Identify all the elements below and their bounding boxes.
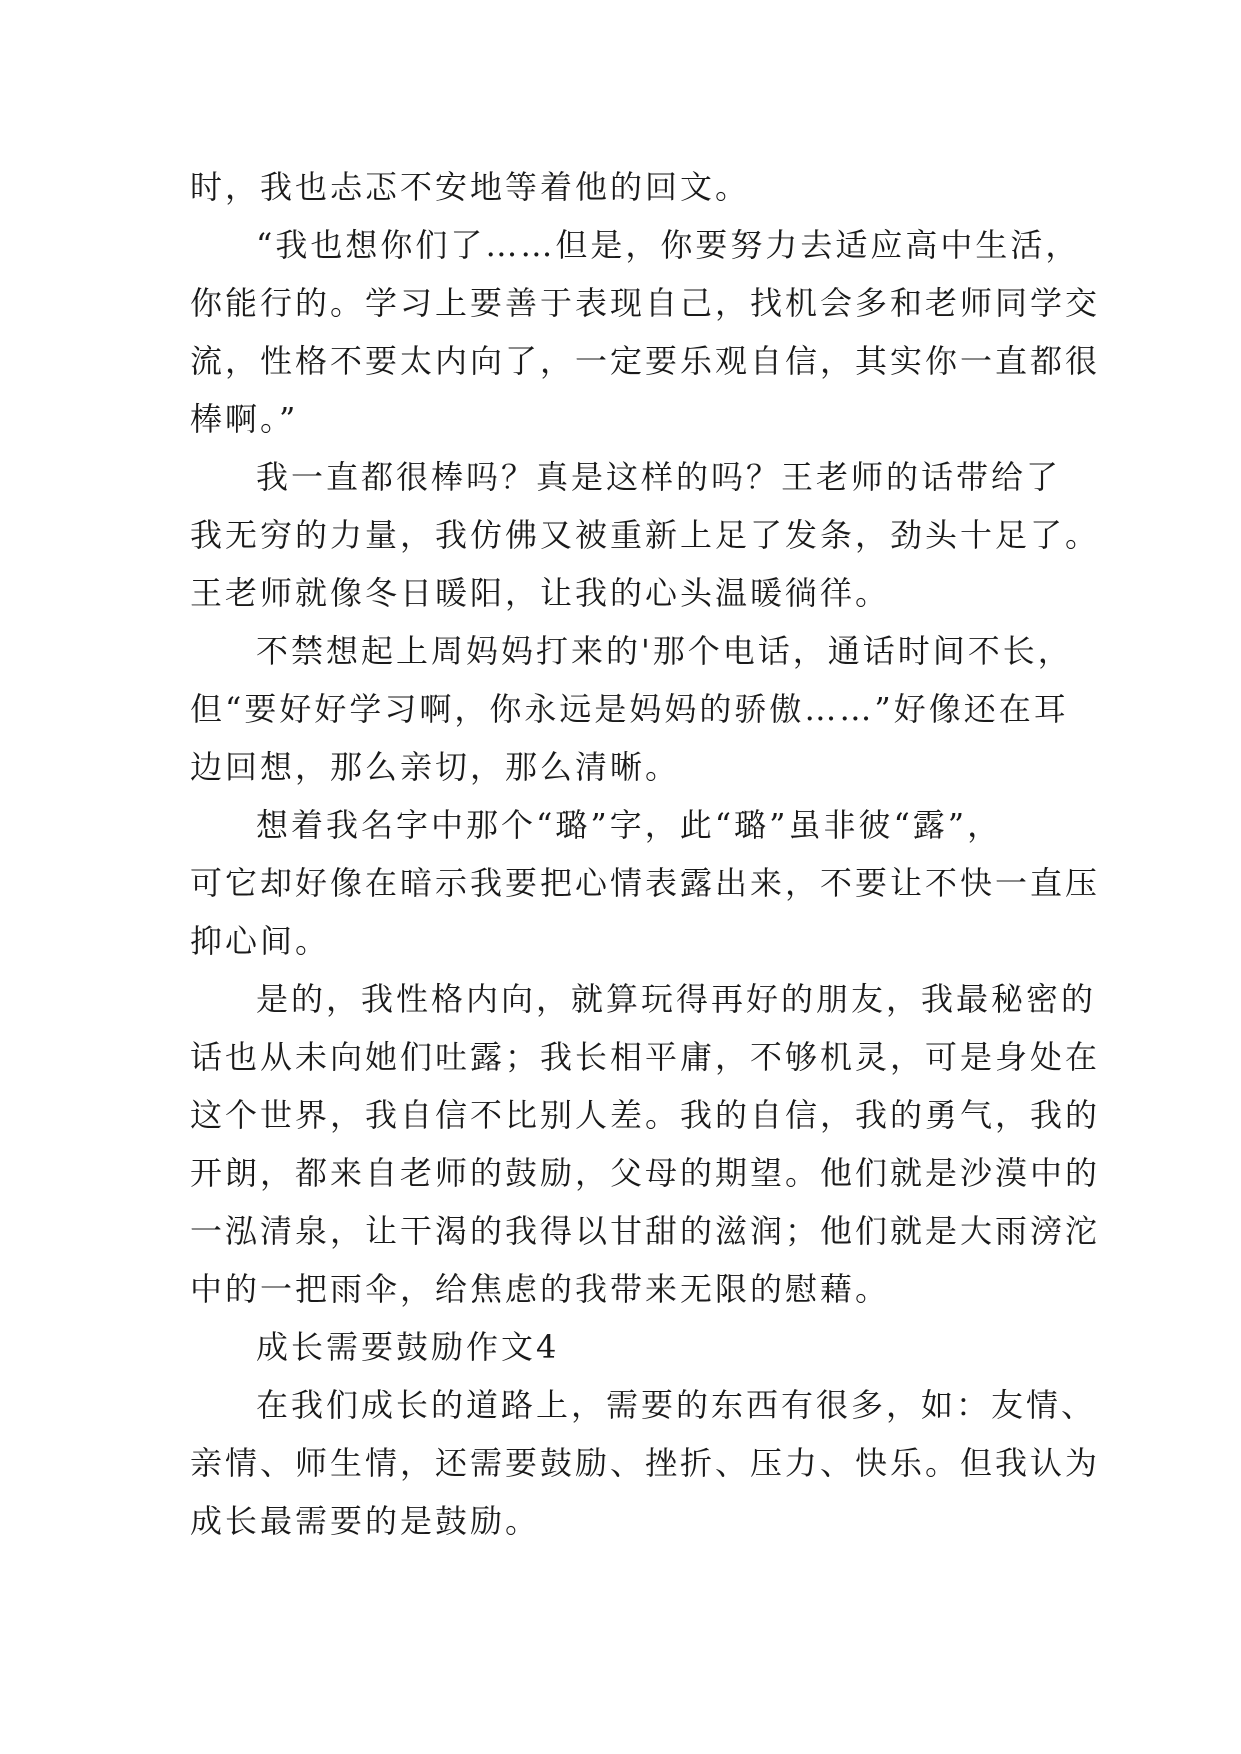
text-line: 但“要好好学习啊，你永远是妈妈的骄傲……”好像还在耳	[190, 690, 1069, 728]
text-line: 棒啊。”	[190, 400, 299, 438]
text-line: 你能行的。学习上要善于表现自己，找机会多和老师同学交	[190, 284, 1101, 322]
text-line: 我一直都很棒吗？真是这样的吗？王老师的话带给了	[256, 458, 1062, 496]
text-line: 想着我名字中那个“璐”字，此“璐”虽非彼“露”，	[256, 806, 1003, 844]
text-line: 时，我也忐忑不安地等着他的回文。	[190, 168, 751, 206]
text-line: 成长最需要的是鼓励。	[190, 1502, 541, 1540]
text-line: 可它却好像在暗示我要把心情表露出来，不要让不快一直压	[190, 864, 1101, 902]
text-line: 话也从未向她们吐露；我长相平庸，不够机灵，可是身处在	[190, 1038, 1101, 1076]
text-line: 抑心间。	[190, 922, 331, 960]
text-line: 一泓清泉，让干渴的我得以甘甜的滋润；他们就是大雨滂沱	[190, 1212, 1101, 1250]
text-line: 王老师就像冬日暖阳，让我的心头温暖徜徉。	[190, 574, 891, 612]
text-line: 边回想，那么亲切，那么清晰。	[190, 748, 681, 786]
text-line: 开朗，都来自老师的鼓励，父母的期望。他们就是沙漠中的	[190, 1154, 1101, 1192]
document-body	[190, 158, 1101, 1550]
text-line: 这个世界，我自信不比别人差。我的自信，我的勇气，我的	[190, 1096, 1101, 1134]
text-line: 流，性格不要太内向了，一定要乐观自信，其实你一直都很	[190, 342, 1101, 380]
text-line: 中的一把雨伞，给焦虑的我带来无限的慰藉。	[190, 1270, 891, 1308]
text-line: “我也想你们了……但是，你要努力去适应高中生活，	[256, 226, 1081, 264]
text-line: 在我们成长的道路上，需要的东西有很多，如：友情、	[256, 1386, 1097, 1424]
text-line: 是的，我性格内向，就算玩得再好的朋友，我最秘密的	[256, 980, 1097, 1018]
text-line: 成长需要鼓励作文4	[256, 1328, 560, 1366]
text-line: 亲情、师生情，还需要鼓励、挫折、压力、快乐。但我认为	[190, 1444, 1101, 1482]
text-line: 不禁想起上周妈妈打来的'那个电话，通话时间不长，	[256, 632, 1073, 670]
text-line: 我无穷的力量，我仿佛又被重新上足了发条，劲头十足了。	[190, 516, 1101, 554]
